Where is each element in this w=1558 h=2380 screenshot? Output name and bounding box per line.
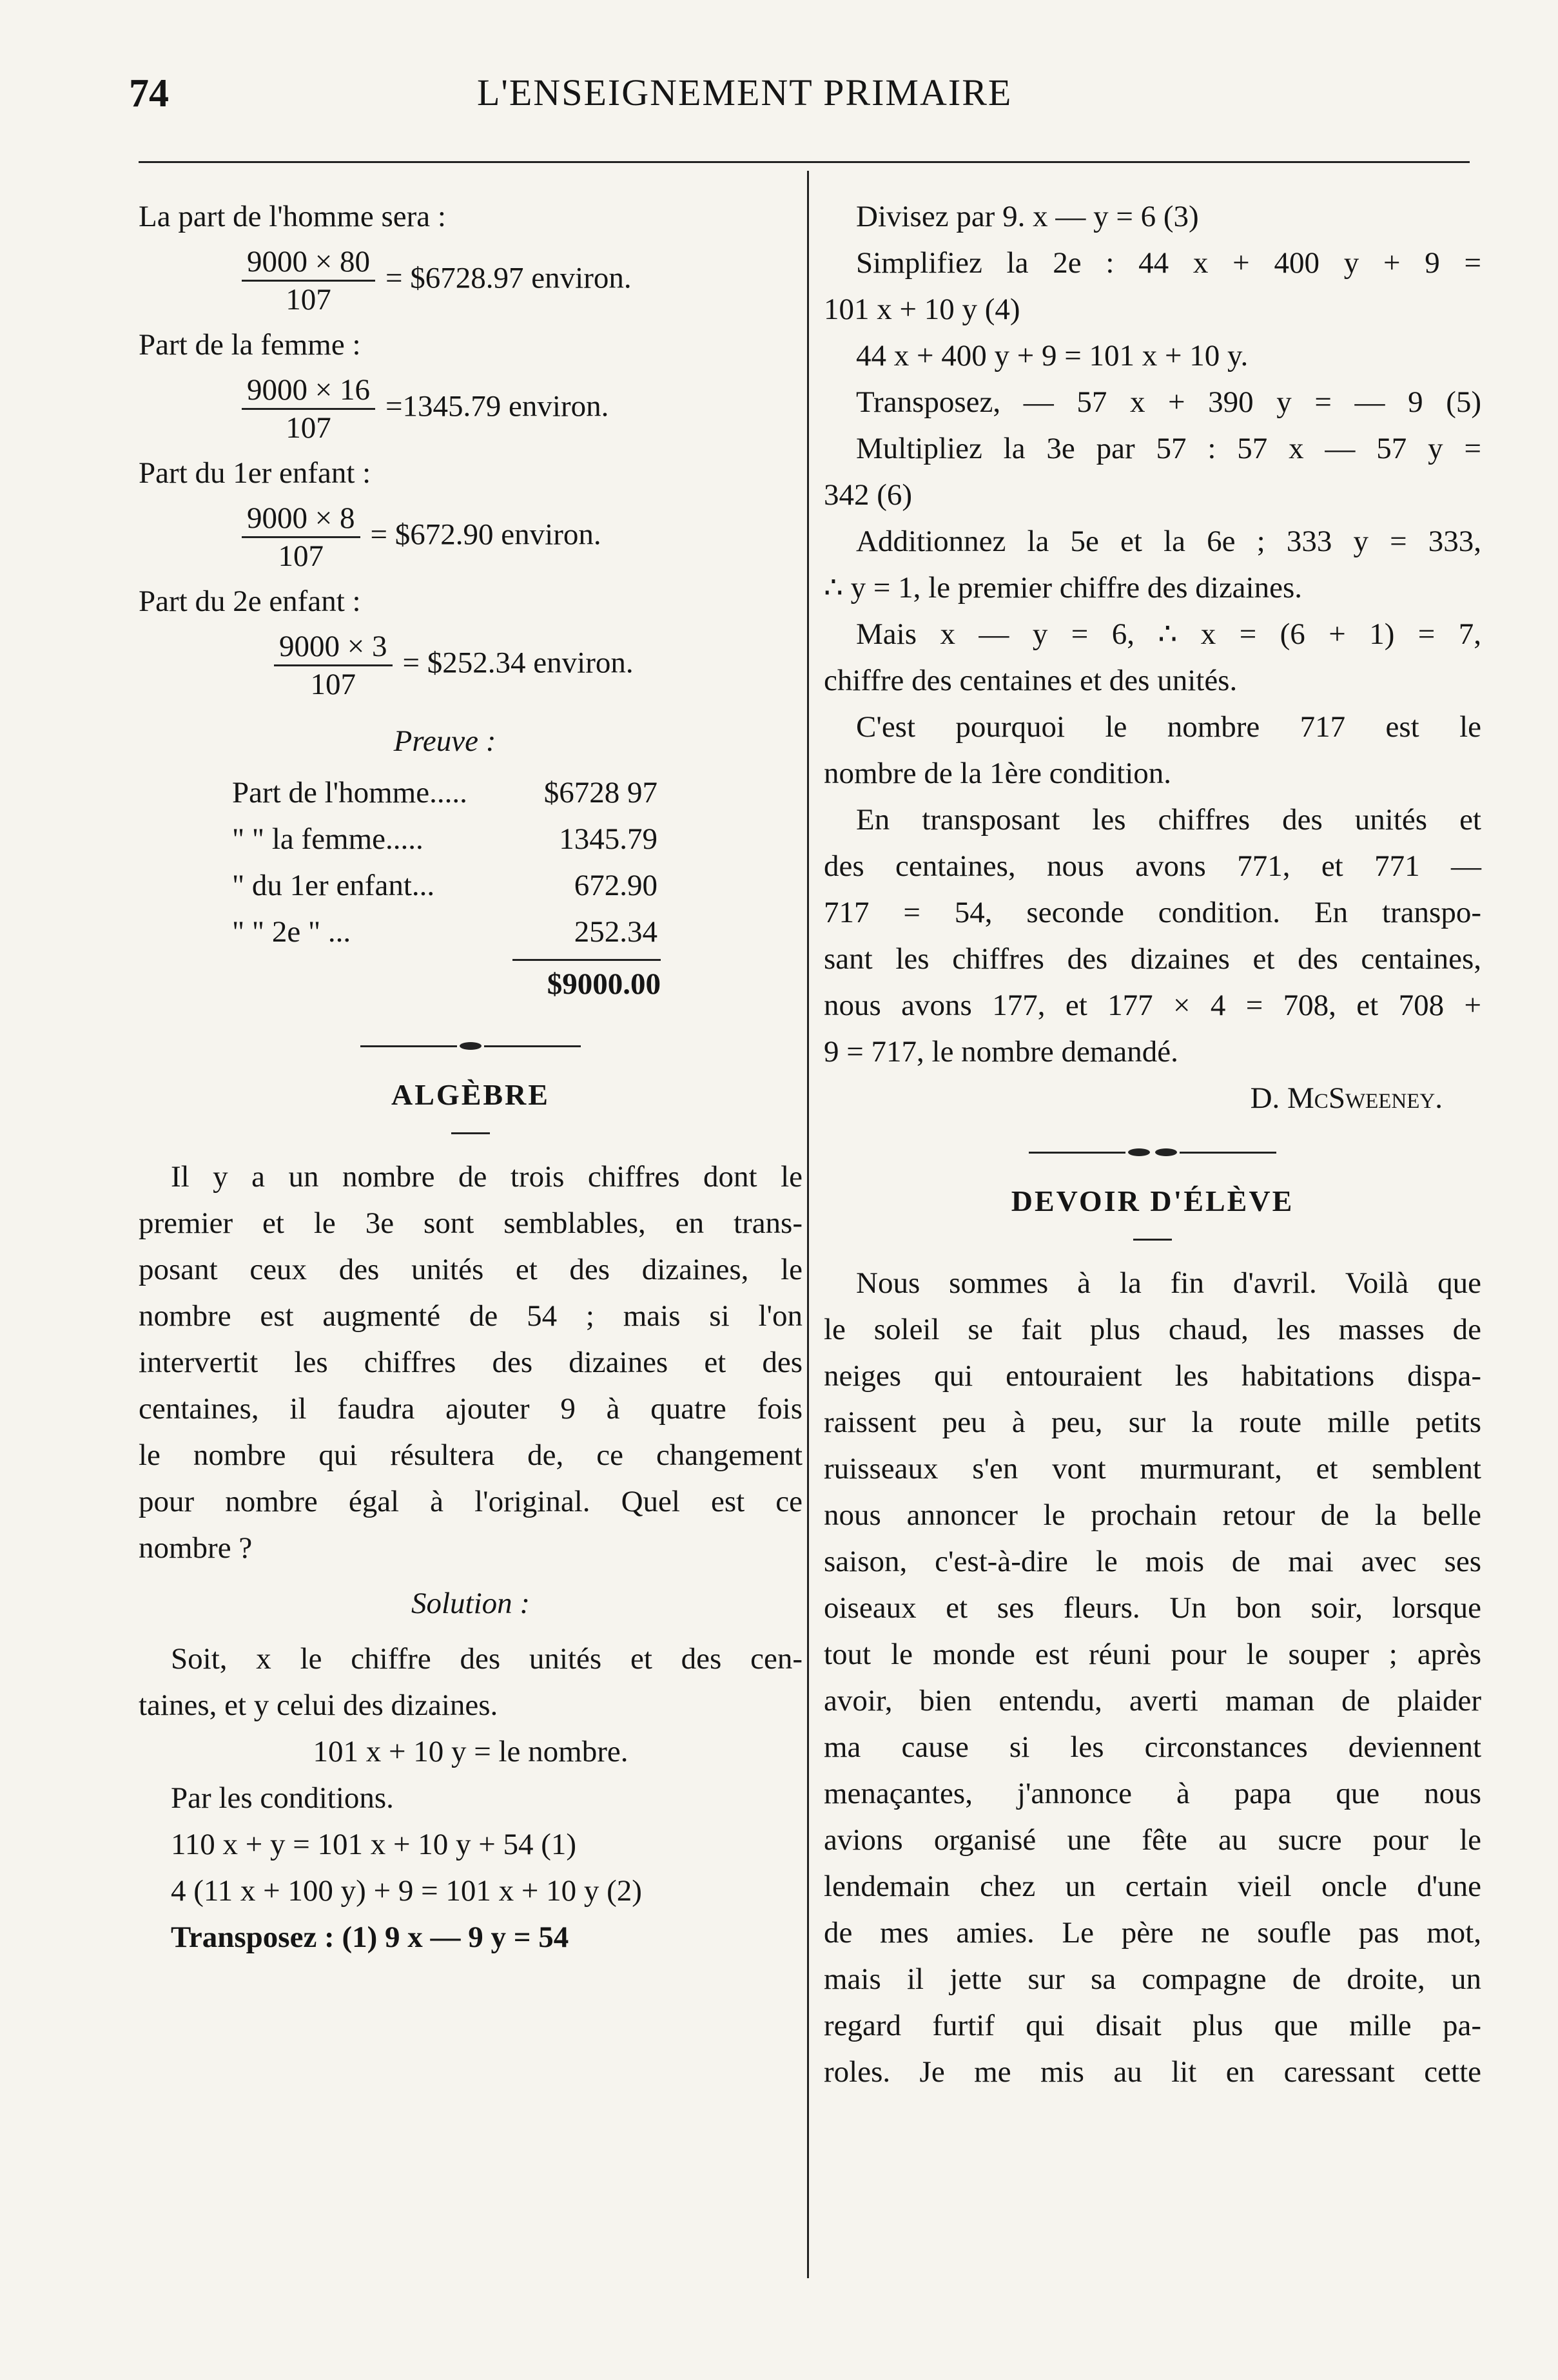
right-line: Transposez, — 57 x + 390 y = — 9 (5)	[856, 385, 1481, 419]
preuve-row: Part de l'homme..... $6728 97	[232, 776, 657, 809]
right-line: Simplifiez la 2e : 44 x + 400 y + 9 =	[856, 246, 1481, 280]
devoir-line: mais il jette sur sa compagne de droite, un	[824, 1962, 1481, 1996]
femme-result: =1345.79 environ.	[385, 389, 609, 423]
right-line: ∴ y = 1, le premier chiffre des dizaines.	[824, 571, 1302, 605]
right-line: des centaines, nous avons 771, et 771 —	[824, 849, 1481, 883]
problem-line: pour nombre égal à l'original. Quel est ce	[139, 1485, 803, 1518]
right-line: En transposant les chiffres des unités et	[856, 803, 1481, 837]
right-line: 44 x + 400 y + 9 = 101 x + 10 y.	[856, 339, 1249, 372]
right-line: 342 (6)	[824, 478, 913, 512]
solution-title: Solution :	[411, 1587, 531, 1620]
femme-formula	[242, 372, 803, 446]
femme-label: Part de la femme :	[139, 328, 361, 362]
devoir-line: le soleil se fait plus chaud, les masses de	[824, 1313, 1481, 1346]
preuve-row: " " la femme..... 1345.79	[232, 822, 657, 856]
equation-3: Transposez : (1) 9 x — 9 y = 54	[171, 1920, 569, 1954]
homme-result: = $6728.97 environ.	[385, 261, 632, 295]
preuve-table	[232, 769, 803, 1007]
enfant1-label: Part du 1er enfant :	[139, 456, 371, 490]
section-ornament	[139, 1033, 803, 1059]
enfant2-numerator: 9000 × 3	[274, 628, 393, 666]
enfant2-formula	[274, 628, 803, 702]
right-column	[824, 193, 1481, 2095]
title-dash	[451, 1132, 490, 1134]
enfant2-denominator: 107	[310, 668, 356, 701]
section-ornament	[824, 1139, 1481, 1165]
preuve-row: " " 2e " ... 252.34	[232, 915, 657, 949]
right-line: nombre de la 1ère condition.	[824, 757, 1172, 790]
right-line: Multipliez la 3e par 57 : 57 x — 57 y =	[856, 432, 1481, 465]
column-divider	[807, 171, 809, 2278]
right-line: chiffre des centaines et des unités.	[824, 664, 1238, 697]
signature: D. McSweeney.	[1250, 1081, 1443, 1115]
homme-denominator: 107	[286, 283, 331, 316]
devoir-line: menaçantes, j'annonce à papa que nous	[824, 1777, 1481, 1810]
problem-line: posant ceux des unités et des dizaines, le	[139, 1253, 803, 1286]
preuve-total: $9000.00	[547, 967, 661, 1001]
page-header	[129, 71, 1481, 122]
right-line: Divisez par 9. x — y = 6 (3)	[856, 200, 1199, 233]
enfant2-result: = $252.34 environ.	[402, 646, 634, 680]
right-line: nous avons 177, et 177 × 4 = 708, et 708 +	[824, 989, 1481, 1022]
devoir-line: lendemain chez un certain vieil oncle d'une	[824, 1870, 1481, 1903]
homme-formula	[242, 244, 803, 318]
femme-numerator: 9000 × 16	[242, 372, 375, 410]
devoir-title: DEVOIR D'ÉLÈVE	[1011, 1185, 1294, 1217]
title-dash	[1133, 1239, 1172, 1241]
devoir-line: neiges qui entouraient les habitations dispa-	[824, 1359, 1481, 1393]
left-column	[139, 193, 803, 1960]
problem-line: Il y a un nombre de trois chiffres dont le	[171, 1160, 803, 1194]
solution-line: 101 x + 10 y = le nombre.	[313, 1735, 628, 1768]
enfant1-denominator: 107	[278, 539, 324, 573]
devoir-line: saison, c'est-à-dire le mois de mai avec ses	[824, 1545, 1481, 1578]
page-number: 74	[129, 72, 169, 115]
devoir-line: avoir, bien entendu, averti maman de plaider	[824, 1684, 1481, 1717]
solution-line: Soit, x le chiffre des unités et des cen-	[171, 1642, 803, 1676]
right-line: 717 = 54, seconde condition. En transpo-	[824, 896, 1481, 929]
devoir-line: regard furtif qui disait plus que mille pa-	[824, 2009, 1481, 2042]
devoir-line: nous annoncer le prochain retour de la belle	[824, 1498, 1481, 1532]
devoir-line: ma cause si les circonstances deviennent	[824, 1730, 1481, 1764]
devoir-line: ruisseaux s'en vont murmurant, et semblent	[824, 1452, 1481, 1485]
problem-line: nombre est augmenté de 54 ; mais si l'on	[139, 1299, 803, 1333]
enfant1-formula	[242, 500, 803, 574]
right-line: C'est pourquoi le nombre 717 est le	[856, 710, 1481, 744]
problem-line: intervertit les chiffres des dizaines et des	[139, 1346, 803, 1379]
enfant1-result: = $672.90 environ.	[370, 518, 601, 552]
right-line: Additionnez la 5e et la 6e ; 333 y = 333,	[856, 525, 1481, 558]
right-line: 101 x + 10 y (4)	[824, 293, 1020, 326]
devoir-line: tout le monde est réuni pour le souper ; après	[824, 1638, 1481, 1671]
devoir-line: avions organisé une fête au sucre pour le	[824, 1823, 1481, 1857]
devoir-line: roles. Je me mis au lit en caressant cette	[824, 2055, 1481, 2089]
algebre-title: ALGÈBRE	[391, 1078, 550, 1111]
solution-line: taines, et y celui des dizaines.	[139, 1688, 498, 1722]
problem-line: centaines, il faudra ajouter 9 à quatre fois	[139, 1392, 803, 1426]
devoir-line: Nous sommes à la fin d'avril. Voilà que	[856, 1266, 1481, 1300]
homme-numerator: 9000 × 80	[242, 244, 375, 282]
problem-end: nombre ?	[139, 1531, 253, 1565]
devoir-line: raissent peu à peu, sur la route mille petits	[824, 1406, 1481, 1439]
equation-1: 110 x + y = 101 x + 10 y + 54 (1)	[171, 1828, 577, 1861]
header-rule	[139, 161, 1470, 163]
solution-line: Par les conditions.	[171, 1781, 394, 1815]
enfant2-label: Part du 2e enfant :	[139, 585, 361, 618]
running-title: L'ENSEIGNEMENT PRIMAIRE	[477, 72, 1013, 113]
problem-line: le nombre qui résultera de, ce changement	[139, 1438, 803, 1472]
right-line: 9 = 717, le nombre demandé.	[824, 1035, 1178, 1069]
enfant1-numerator: 9000 × 8	[242, 500, 360, 538]
devoir-line: de mes amies. Le père ne soufle pas mot,	[824, 1916, 1481, 1949]
equation-2: 4 (11 x + 100 y) + 9 = 101 x + 10 y (2)	[171, 1874, 642, 1908]
problem-line: premier et le 3e sont semblables, en trans-	[139, 1206, 803, 1240]
preuve-row: " du 1er enfant... 672.90	[232, 869, 657, 902]
right-line: Mais x — y = 6, ∴ x = (6 + 1) = 7,	[856, 617, 1481, 651]
right-line: sant les chiffres des dizaines et des centaines,	[824, 942, 1481, 976]
preuve-title: Preuve :	[393, 724, 496, 758]
devoir-line: oiseaux et ses fleurs. Un bon soir, lorsque	[824, 1591, 1481, 1625]
intro-line: La part de l'homme sera :	[139, 200, 446, 233]
femme-denominator: 107	[286, 411, 331, 445]
